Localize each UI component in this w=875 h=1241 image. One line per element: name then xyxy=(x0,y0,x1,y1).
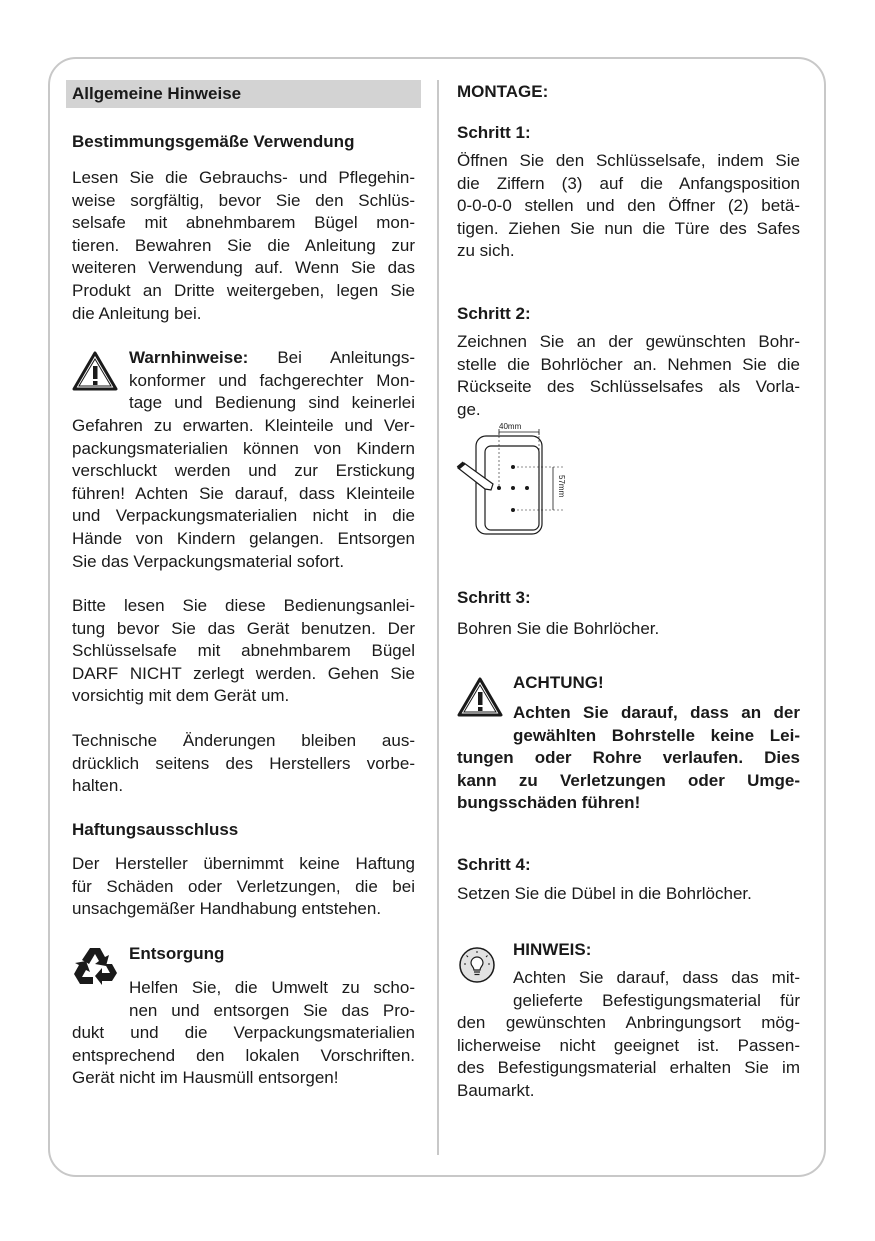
drilling-template-diagram xyxy=(455,418,580,540)
warning-indented xyxy=(129,347,415,415)
text-line: selsafe mit abnehmbarem Bügel mon- xyxy=(72,213,415,233)
text-line: Baumarkt. xyxy=(457,1080,535,1100)
text-line: DARF NICHT zerlegt werden. Gehen Sie xyxy=(72,663,415,683)
text-line: zu sich. xyxy=(457,241,515,261)
para-technical-changes xyxy=(72,730,415,798)
text-line: Bei Anleitungs- xyxy=(248,348,415,367)
recycle-icon xyxy=(72,945,118,987)
text-line: Bitte lesen Sie diese Bedienungsanlei- xyxy=(72,596,415,615)
text-line: Schlüsselsafe mit abnehmbarem Bügel xyxy=(72,641,415,661)
text-line: tungen oder Rohre verlaufen. Dies xyxy=(457,748,800,767)
diagram-height-label: 57mm xyxy=(557,475,566,498)
text-line: den gewünschten Anbringungsort mög- xyxy=(457,1013,800,1032)
note-body xyxy=(457,1012,800,1102)
text-line: vorsichtig mit dem Gerät um. xyxy=(72,686,290,706)
text-line: für Schäden oder Verletzungen, die bei xyxy=(72,876,415,896)
text-line: des Befestigungsmaterial erhalten Sie im xyxy=(457,1058,800,1078)
disposal-indented xyxy=(129,977,415,1022)
heading-step-4: Schritt 4: xyxy=(457,855,531,874)
heading-note: HINWEIS: xyxy=(513,940,592,959)
heading-step-3: Schritt 3: xyxy=(457,588,531,607)
text-line: halten. xyxy=(72,776,124,796)
text-line: tage und Bedienung sind keinerlei xyxy=(129,393,415,413)
text-line: Sie das Verpackungsmaterial sofort. xyxy=(72,551,345,571)
warning-label: Warnhinweise: xyxy=(129,348,249,367)
text-line: dukt und die Verpackungsmaterialien xyxy=(72,1023,415,1042)
warning-triangle-icon xyxy=(457,676,503,718)
heading-step-1: Schritt 1: xyxy=(457,123,531,142)
text-line: gelieferte Befestigungsmaterial für xyxy=(513,990,800,1010)
text-line: gewählten Bohrstelle keine Lei- xyxy=(513,725,800,745)
text-line: verschluckt werden und zur Erstickung xyxy=(72,461,415,481)
text-line: die Ziffern (3) auf die Anfangsposition xyxy=(457,173,800,193)
lightbulb-icon xyxy=(457,945,497,985)
text-line: weiteren Verwendung auf. Wenn Sie das xyxy=(72,258,415,278)
para-intended-use xyxy=(72,167,415,325)
text-line: Bohren Sie die Bohrlöcher. xyxy=(457,619,660,638)
text-line: Rückseite des Schlüsselsafes als Vorla- xyxy=(457,377,800,397)
text-line: weise sorgfältig, bevor Sie den Schlüs- xyxy=(72,190,415,210)
para-step-1 xyxy=(457,150,800,263)
attention-indented xyxy=(513,702,800,747)
text-line: konformer und fachgerechter Mon- xyxy=(129,370,415,390)
text-line: Hände von Kindern gelangen. Entsorgen xyxy=(72,528,415,548)
heading-disposal: Entsorgung xyxy=(129,944,225,963)
text-line: Gerät nicht im Hausmüll entsorgen! xyxy=(72,1068,339,1088)
text-line: Zeichnen Sie an der gewünschten Bohr- xyxy=(457,332,800,351)
text-line: Setzen Sie die Dübel in die Bohrlöcher. xyxy=(457,884,752,903)
text-line: tung bevor Sie das Gerät benutzen. Der xyxy=(72,618,415,638)
section-title-general: Allgemeine Hinweise xyxy=(66,80,421,108)
note-indented xyxy=(513,967,800,1012)
para-step-2 xyxy=(457,331,800,421)
text-line: packungsmaterialien können von Kindern xyxy=(72,438,415,458)
text-line: entsprechend den lokalen Vorschriften. xyxy=(72,1045,415,1065)
text-line: Achten Sie darauf, dass an der xyxy=(513,703,800,722)
text-line: unsachgemäßer Handhabung entstehen. xyxy=(72,899,382,919)
text-line: und Verpackungsmaterialien nicht in die xyxy=(72,506,415,526)
text-line: licherweise nicht geeignet ist. Passen- xyxy=(457,1035,800,1055)
text-line: Helfen Sie, die Umwelt zu scho- xyxy=(129,978,415,997)
column-divider xyxy=(437,80,439,1155)
text-line: Öffnen Sie den Schlüsselsafe, indem Sie xyxy=(457,151,800,170)
heading-intended-use: Bestimmungsgemäße Verwendung xyxy=(72,132,355,151)
text-line: 0-0-0-0 stellen und den Öffner (2) betä- xyxy=(457,196,800,216)
heading-liability: Haftungsausschluss xyxy=(72,820,239,839)
text-line: Lesen Sie die Gebrauchs- und Pflegehin- xyxy=(72,168,415,187)
warning-triangle-icon xyxy=(72,350,118,392)
text-line: kann zu Verletzungen oder Umge- xyxy=(457,770,800,790)
warning-body xyxy=(72,415,415,573)
text-line: bungsschäden führen! xyxy=(457,793,641,813)
heading-step-2: Schritt 2: xyxy=(457,304,531,323)
text-line: Achten Sie darauf, dass das mit- xyxy=(513,968,800,987)
heading-attention: ACHTUNG! xyxy=(513,673,604,692)
text-line: tieren. Bewahren Sie die Anleitung zur xyxy=(72,235,415,255)
attention-body xyxy=(457,747,800,815)
text-line: tigen. Ziehen Sie nun die Türe des Safes xyxy=(457,218,800,238)
section-title-mounting: MONTAGE: xyxy=(457,82,549,101)
text-line: Der Hersteller übernimmt keine Haftung xyxy=(72,854,415,873)
para-read-manual xyxy=(72,595,415,708)
para-liability xyxy=(72,853,415,921)
text-line: nen und entsorgen Sie das Pro- xyxy=(129,1000,415,1020)
text-line: führen! Achten Sie darauf, dass Kleinteile xyxy=(72,483,415,503)
text-line: ge. xyxy=(457,399,481,419)
disposal-body xyxy=(72,1022,415,1090)
text-line: Gefahren zu erwarten. Kleinteile und Ver- xyxy=(72,416,415,435)
text-line: die Anleitung bei. xyxy=(72,303,202,323)
text-line: drücklich seitens des Herstellers vorbe- xyxy=(72,753,415,773)
diagram-width-label: 40mm xyxy=(499,422,522,431)
text-line: Produkt an Dritte weitergeben, legen Sie xyxy=(72,280,415,300)
para-step-4 xyxy=(457,883,800,906)
para-step-3 xyxy=(457,618,800,641)
text-line: stelle die Bohrlöcher an. Nehmen Sie die xyxy=(457,354,800,374)
text-line: Technische Änderungen bleiben aus- xyxy=(72,731,415,750)
